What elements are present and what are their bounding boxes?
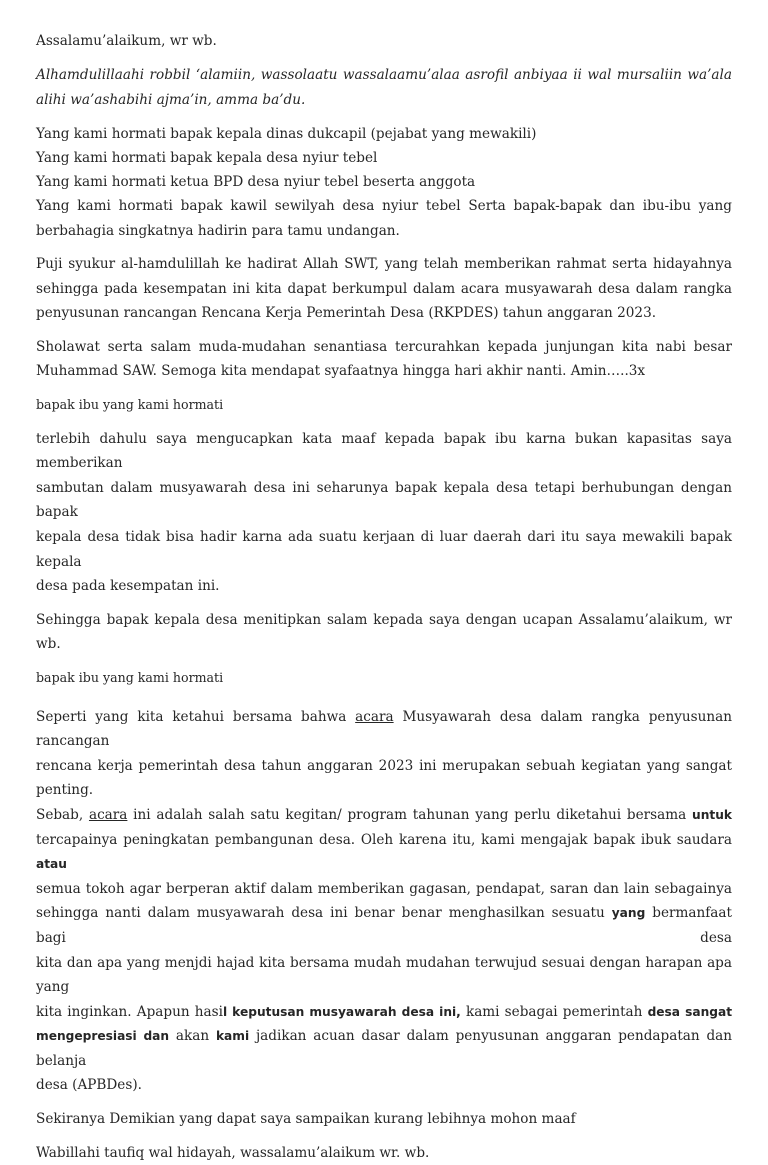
sholawat-line: Muhammad SAW. Semoga kita mendapat syafaatnya hingga hari akhir nanti. Amin…..3x	[36, 363, 646, 380]
main-text: jadikan acuan dasar dalam penyusunan anggaran pendapatan dan belanja	[36, 1028, 733, 1069]
praise-line: Puji syukur al-hamdulillah ke hadirat Allah SWT, yang telah memberikan rahmat serta hidayahnya	[36, 256, 732, 273]
bold-text: l keputusan musyawarah desa ini,	[222, 1004, 461, 1019]
praise-line: penyusunan rancangan Rencana Kerja Pemerintah Desa (RKPDES) tahun anggaran 2023.	[36, 305, 657, 322]
main-line	[36, 828, 732, 877]
apology-line: terlebih dahulu saya mengucapkan kata maaf kepada bapak ibu karna bukan kapasitas saya memberikan	[36, 430, 732, 472]
greetings-sent: Sehingga bapak kepala desa menitipkan salam kepada saya dengan ucapan Assalamu’alaikum, wr wb.	[36, 611, 732, 653]
praise-paragraph	[36, 252, 732, 326]
respect-line: Yang kami hormati bapak kepala dinas dukcapil (pejabat yang mewakili)	[36, 125, 537, 142]
apology-line: sambutan dalam musyawarah desa ini seharunya bapak kepala desa tetapi berhubungan dengan bapak	[36, 479, 732, 521]
main-text: tercapainya peningkatan pembangunan desa. Oleh karena itu, kami mengajak bapak ibuk saudara	[36, 831, 732, 848]
respect-line: Yang kami hormati ketua BPD desa nyiur tebel beserta anggota	[36, 174, 476, 191]
main-text: akan	[169, 1028, 216, 1045]
main-line: semua tokoh agar berperan aktif dalam memberikan gagasan, pendapat, saran dan lain sebagainya	[36, 880, 732, 897]
main-line: rencana kerja pemerintah desa tahun anggaran 2023 ini merupakan sebuah kegiatan yang sangat penting.	[36, 757, 732, 799]
respect-line: Yang kami hormati bapak kepala desa nyiur tebel	[36, 149, 378, 166]
acara-link[interactable]: acara	[88, 806, 128, 823]
respect-line: Yang kami hormati bapak kawil sewilyah desa nyiur tebel Serta bapak-bapak dan ibu-ibu yang	[36, 198, 732, 215]
praise-line: sehingga pada kesempatan ini kita dapat berkumpul dalam acara musyawarah desa dalam rangka	[36, 280, 732, 297]
main-text: kami sebagai pemerintah	[460, 1003, 648, 1020]
opening-prayer	[36, 63, 732, 113]
main-line: desa (APBDes).	[36, 1077, 142, 1094]
address-line: bapak ibu yang kami hormati	[36, 397, 224, 413]
opening-prayer-line: Alhamdulillaahi robbil ‘alamiin, wassolaatu wassalaamu’alaa asrofil anbiyaa ii wal mursaliin wa’ala	[36, 66, 732, 83]
main-line	[36, 705, 732, 754]
respect-line: berbahagia singkatnya hadirin para tamu undangan.	[36, 222, 400, 239]
farewell: Wabillahi taufiq wal hidayah, wassalamu’alaikum wr. wb.	[36, 1144, 430, 1161]
main-paragraph	[36, 705, 732, 1099]
main-text: sehingga nanti dalam musyawarah desa ini benar benar menghasilkan sesuatu	[36, 905, 612, 922]
sholawat-line: Sholawat serta salam muda-mudahan senantiasa tercurahkan kepada junjungan kita nabi besar	[36, 338, 732, 355]
greeting: Assalamu’alaikum, wr wb.	[36, 33, 217, 49]
respect-list	[36, 122, 732, 243]
bold-text: mengepresiasi dan	[36, 1029, 170, 1044]
main-text: Seperti yang kita ketahui bersama bahwa	[36, 708, 356, 725]
sholawat-paragraph	[36, 335, 732, 384]
apology-paragraph	[36, 427, 732, 599]
bold-text: desa sangat	[647, 1004, 733, 1019]
bold-text: atau	[36, 857, 67, 872]
main-line	[36, 803, 732, 828]
bold-text: yang	[611, 906, 646, 921]
main-text: Musyawarah desa dalam rangka penyusunan rancangan	[36, 708, 732, 750]
main-line	[36, 1000, 732, 1025]
main-text: Sebab,	[36, 806, 89, 823]
opening-prayer-line: alihi wa’ashabihi ajma’in, amma ba’du.	[36, 91, 306, 108]
main-line	[36, 901, 732, 950]
acara-link[interactable]: acara	[355, 708, 394, 725]
main-text: ini adalah salah satu kegitan/ program tahunan yang perlu diketahui bersama	[127, 806, 693, 823]
main-text: kita inginkan. Apapun hasi	[36, 1003, 223, 1020]
apology-line: kepala desa tidak bisa hadir karna ada suatu kerjaan di luar daerah dari itu saya mewakili bapak kepala	[36, 529, 732, 570]
main-text: bermanfaat bagi desa	[36, 905, 732, 946]
closing: Sekiranya Demikian yang dapat saya sampaikan kurang lebihnya mohon maaf	[36, 1111, 576, 1128]
bold-text: untuk	[692, 807, 732, 822]
main-line	[36, 1024, 732, 1073]
bold-text: kami	[215, 1029, 250, 1044]
main-line: kita dan apa yang menjdi hajad kita bersama mudah mudahan terwujud sesuai dengan harapan apa yang	[36, 954, 732, 996]
apology-line: desa pada kesempatan ini.	[36, 578, 220, 595]
address-line: bapak ibu yang kami hormati	[36, 669, 224, 685]
